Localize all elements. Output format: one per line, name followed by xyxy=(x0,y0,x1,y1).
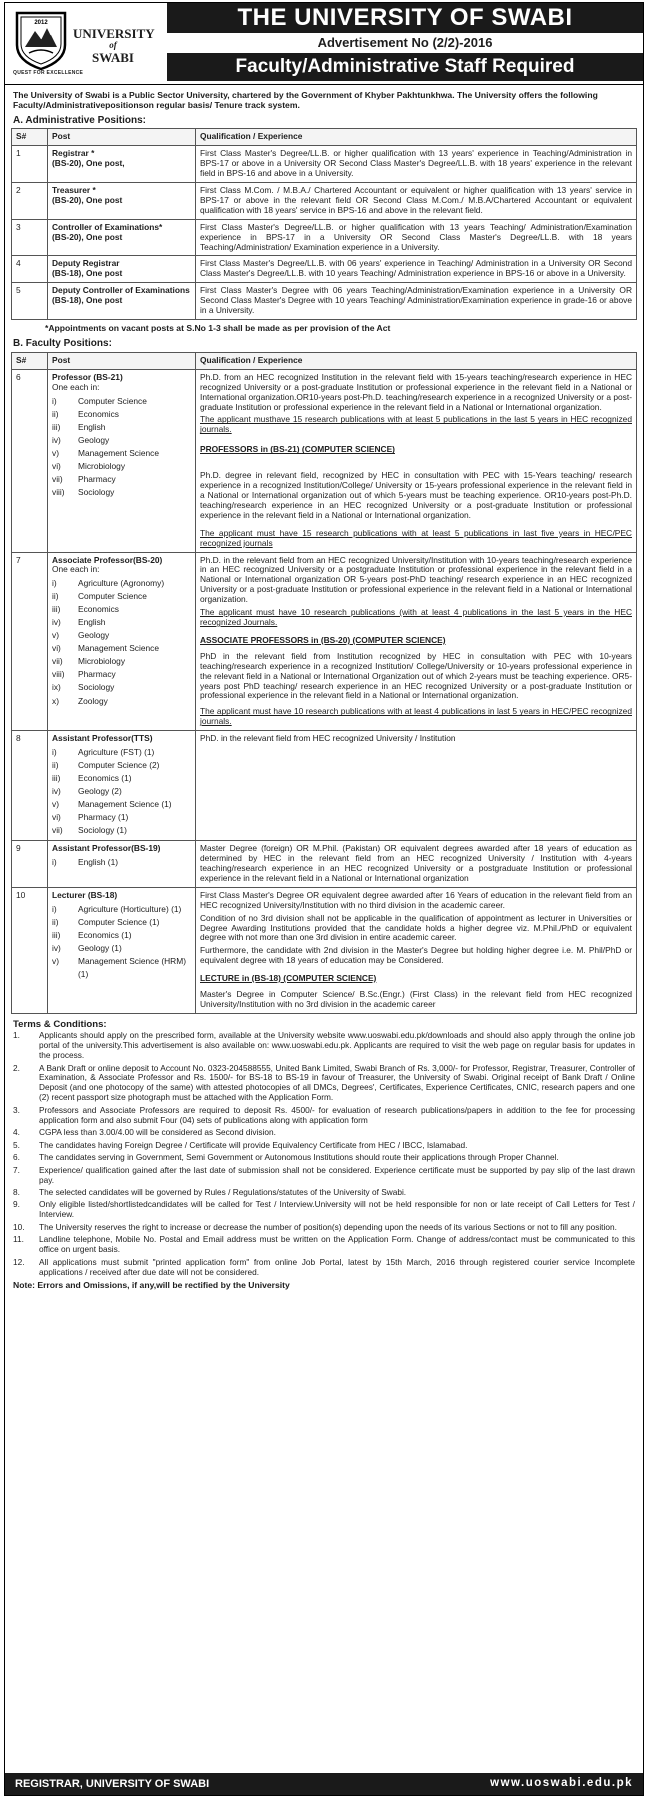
faculty-positions-table xyxy=(11,352,637,1014)
post-title: Assistant Professor(TTS) xyxy=(52,733,153,744)
one-each-label: One each in: xyxy=(52,381,100,392)
row-qualification: First Class Master's Degree with 06 years Teaching/Administration/Examination experience in a University OR Second Class Master's Degree with 10 years Teaching/ Administration/Examination experience in grade-16 or above in a University. xyxy=(196,283,637,320)
discipline-item xyxy=(52,616,191,629)
post-title: Assistant Professor(BS-19) xyxy=(52,843,161,854)
footer-registrar: REGISTRAR, UNIVERSITY OF SWABI xyxy=(15,1777,210,1790)
discipline-number: vii) xyxy=(52,825,63,836)
term-text: Landline telephone, Mobile No. Postal and Email address must be written on the Application Form. Change of address/contact must be communicated to this office on urgent basis. xyxy=(39,1234,635,1255)
row-sno: 5 xyxy=(12,283,48,320)
post-title: Registrar * xyxy=(52,148,95,159)
publication-requirement: The applicant must have 10 research publications with at least 4 publications in last 5 years in HEC/PEC recognized journals. xyxy=(200,706,632,727)
term-text: Professors and Associate Professors are required to deposit Rs. 4500/- for evaluation of research publications/papers in addition to the fee for processing application form and also submit Four (04) sets of publications along with application form xyxy=(39,1104,635,1125)
term-number: 8. xyxy=(13,1187,20,1197)
ad-footer xyxy=(5,1773,643,1795)
discipline-name: Geology xyxy=(78,630,110,641)
footer-website-link[interactable]: www.uoswabi.edu.pk xyxy=(490,1777,633,1790)
term-item xyxy=(13,1258,635,1278)
term-item xyxy=(13,1064,635,1104)
term-item xyxy=(13,1200,635,1220)
discipline-name: Agriculture (Horticulture) (1) xyxy=(78,903,182,914)
term-number: 11. xyxy=(13,1234,24,1245)
term-item xyxy=(13,1188,635,1198)
cs-subheading: ASSOCIATE PROFESSORS in (BS-20) (COMPUTER SCIENCE) xyxy=(200,634,446,645)
term-text: Only eligible listed/shortlistedcandidates will be called for Test / Interview.University will not be held responsible for non or late receipt of Call Letters for Test / Interview. xyxy=(39,1199,635,1220)
qualification-text: Ph.D. from an HEC recognized Institution in the relevant field with 15-years teaching/research experience in HEC recognized University or a post-graduate Institution or professional experience in the relevant field in a National or International organization.OR10-years post-Ph.D. teaching/research experience in a recognized University or a post-graduate Institution or professional experience in the relevant field in a National or International organization. xyxy=(200,371,632,412)
term-number: 9. xyxy=(13,1199,20,1210)
row-post xyxy=(48,256,196,283)
row-sno: 9 xyxy=(12,841,48,888)
col-post: Post xyxy=(48,129,196,146)
col-sno: S# xyxy=(12,129,48,146)
discipline-name: Management Science xyxy=(78,447,160,458)
row-sno: 10 xyxy=(12,887,48,1013)
discipline-number: iii) xyxy=(52,421,61,432)
discipline-name: Zoology xyxy=(78,695,108,706)
advertisement-number: Advertisement No (2/2)-2016 xyxy=(317,35,493,50)
row-qualification: PhD. in the relevant field from HEC recognized University / Institution xyxy=(196,731,637,841)
discipline-name: Geology (2) xyxy=(78,786,122,797)
term-text: The University reserves the right to increase or decrease the number of position(s) depending upon the needs of its various Sections or not to fill any position. xyxy=(39,1221,617,1232)
page-subtitle: Faculty/Administrative Staff Required xyxy=(167,53,643,81)
table-header-row xyxy=(12,129,637,146)
intro-paragraph: The University of Swabi is a Public Sector University, chartered by the Government of Khyber Pakhtunkhwa. The University offers the following Faculty/Administrativepositionson regular basis/ Tenure track system. xyxy=(13,90,598,111)
qualification-text: First Class Master's Degree OR equivalent degree awarded after 16 Years of education in the relevant field from an HEC recognized University/Institution with no third division in the academic career. xyxy=(200,889,632,910)
row-post xyxy=(48,841,196,888)
row-sno: 2 xyxy=(12,183,48,220)
discipline-item xyxy=(52,447,191,460)
post-title: Deputy Registrar xyxy=(52,258,120,269)
term-item xyxy=(13,1223,635,1233)
discipline-item xyxy=(52,577,191,590)
discipline-number: ii) xyxy=(52,408,59,419)
post-title: Professor (BS-21) xyxy=(52,371,123,382)
title-block xyxy=(167,3,643,85)
page-title: THE UNIVERSITY OF SWABI xyxy=(167,3,643,33)
post-title: Associate Professor(BS-20) xyxy=(52,554,163,565)
advertisement xyxy=(4,2,644,1796)
discipline-name: Geology (1) xyxy=(78,942,122,953)
discipline-number: iv) xyxy=(52,786,61,797)
discipline-name: Sociology (1) xyxy=(78,825,127,836)
term-text: The candidates serving in Government, Semi Government or Autonomous Institutions should route their applications through Proper Channel. xyxy=(39,1152,559,1163)
row-qualification xyxy=(196,369,637,552)
terms-heading: Terms & Conditions: xyxy=(13,1018,107,1030)
term-item xyxy=(13,1235,635,1255)
discipline-number: v) xyxy=(52,447,59,458)
discipline-name: English xyxy=(78,421,106,432)
discipline-item xyxy=(52,824,191,837)
discipline-name: English xyxy=(78,617,106,628)
discipline-name: Agriculture (Agronomy) xyxy=(78,578,165,589)
discipline-number: i) xyxy=(52,578,57,589)
qualification-text: Condition of no 3rd division shall not be applicable in the qualification of appointment as lecturer in Universities or Degree Awarding Institutions provided that the candidate holds a higher degree viz. M.Phil./PhD or equivalent degree with not more than one 3rd division in entire academic career. xyxy=(200,912,632,943)
discipline-number: vi) xyxy=(52,643,61,654)
publication-requirement: The applicant musthave 15 research publications with at least 5 publications in the last 5 years in HEC recognized journals. xyxy=(200,414,632,435)
discipline-number: x) xyxy=(52,695,59,706)
discipline-number: ii) xyxy=(52,916,59,927)
discipline-list xyxy=(52,577,191,707)
row-qualification: First Class Master's Degree/LL.B. or higher qualification with 13 years' experience in Teaching/Administration in BPS-17 or above in a University OR Second Class Master's Degree/LL.B. with 18 years' experience in the relevant field in BPS-16 and above in a University. xyxy=(196,146,637,183)
term-text: The selected candidates will be governed by Rules / Regulations/statutes of the University of Swabi. xyxy=(39,1187,407,1197)
col-qualification: Qualification / Experience xyxy=(196,129,637,146)
discipline-name: Computer Science xyxy=(78,591,147,602)
term-number: 7. xyxy=(13,1164,20,1175)
term-item xyxy=(13,1141,635,1151)
row-post xyxy=(48,219,196,256)
discipline-name: Pharmacy xyxy=(78,669,116,680)
term-number: 1. xyxy=(13,1030,20,1041)
term-number: 2. xyxy=(13,1062,20,1073)
discipline-name: Microbiology xyxy=(78,460,126,471)
table-row xyxy=(12,283,637,320)
discipline-list xyxy=(52,395,191,499)
discipline-item xyxy=(52,856,191,869)
discipline-number: v) xyxy=(52,799,59,810)
section-a-heading: A. Administrative Positions: xyxy=(13,114,146,126)
term-item xyxy=(13,1031,635,1061)
post-title: Controller of Examinations* xyxy=(52,221,163,232)
section-b-heading: B. Faculty Positions: xyxy=(13,338,112,350)
discipline-item xyxy=(52,395,191,408)
discipline-number: ii) xyxy=(52,591,59,602)
discipline-name: Sociology xyxy=(78,682,115,693)
discipline-list xyxy=(52,856,191,869)
post-title: Lecturer (BS-18) xyxy=(52,889,118,900)
discipline-number: v) xyxy=(52,630,59,641)
discipline-number: viii) xyxy=(52,486,65,497)
discipline-name: Management Science xyxy=(78,643,160,654)
term-item xyxy=(13,1166,635,1186)
discipline-name: Management Science (HRM) (1) xyxy=(78,955,186,979)
discipline-item xyxy=(52,955,191,981)
discipline-number: iv) xyxy=(52,942,61,953)
table-row xyxy=(12,146,637,183)
row-qualification: First Class M.Com. / M.B.A./ Chartered Accountant or equivalent or higher qualification with 13 years' service in BPS-17 or above in the relevant field OR Second Class M.Com./ M.B.A/Chartered Accountant or equivalent qualification with 18 years' service in BPS-16 and above in the relevant field. xyxy=(196,183,637,220)
table-row xyxy=(12,552,637,731)
post-title: Deputy Controller of Examinations xyxy=(52,285,190,296)
row-post xyxy=(48,552,196,731)
post-grade: (BS-20), One post xyxy=(52,194,123,205)
discipline-name: Pharmacy xyxy=(78,473,116,484)
post-title: Treasurer * xyxy=(52,185,96,196)
discipline-number: i) xyxy=(52,747,57,758)
row-post xyxy=(48,731,196,841)
row-sno: 3 xyxy=(12,219,48,256)
table-row xyxy=(12,731,637,841)
term-number: 10. xyxy=(13,1221,25,1232)
discipline-item xyxy=(52,473,191,486)
discipline-number: i) xyxy=(52,903,57,914)
row-qualification: First Class Master's Degree/LL.B. with 06 years' experience in Teaching/ Administration in a University OR Second Class Master's Degree/LL.B. with 10 years Teaching/ Administration experience in BPS-16 or above in a University. xyxy=(196,256,637,283)
term-text: All applications must submit "printed application form" from online Job Portal, latest by 15th March, 2016 through registered courier service Incomplete applications / received after due date will not be considered. xyxy=(39,1256,635,1277)
discipline-item xyxy=(52,434,191,447)
discipline-number: ix) xyxy=(52,682,61,693)
logo-motto: QUEST FOR EXCELLENCE xyxy=(13,70,84,76)
discipline-item xyxy=(52,929,191,942)
ad-header xyxy=(5,3,643,85)
table-row xyxy=(12,183,637,220)
row-sno: 1 xyxy=(12,146,48,183)
discipline-item xyxy=(52,590,191,603)
discipline-item xyxy=(52,811,191,824)
term-item xyxy=(13,1106,635,1126)
discipline-name: Sociology xyxy=(78,486,115,497)
term-item xyxy=(13,1153,635,1163)
discipline-item xyxy=(52,746,191,759)
qualification-text: Ph.D. degree in relevant field, recognized by HEC in consultation with PEC with 15-Years teaching/ research experience in a recognized Institution/College/ University or 15-years professional experience in the relevant field in a National or International organization out of which 5-years must be teaching experience. OR10-years post-Ph.D. teaching/research experience in an HEC recognized University or a post-graduate Institution or professional experience in the relevant field in a National or International organization. xyxy=(200,470,632,520)
discipline-name: Computer Science (1) xyxy=(78,916,160,927)
table-row xyxy=(12,841,637,888)
discipline-name: Economics (1) xyxy=(78,773,132,784)
row-post xyxy=(48,887,196,1013)
term-text: The candidates having Foreign Degree / Certificate will provide Equivalency Certificate from HEC / IBCC, Islamabad. xyxy=(39,1139,468,1150)
cs-subheading: PROFESSORS in (BS-21) (COMPUTER SCIENCE) xyxy=(200,444,395,455)
discipline-name: Economics xyxy=(78,408,119,419)
discipline-item xyxy=(52,629,191,642)
svg-text:2012: 2012 xyxy=(34,20,48,26)
table-header-row xyxy=(12,352,637,369)
table-row xyxy=(12,369,637,552)
logo-name-line2: of xyxy=(109,40,117,51)
discipline-item xyxy=(52,916,191,929)
term-text: A Bank Draft or online deposit to Account No. 0323-204588555, United Bank Limited, Swabi Branch of Rs. 3,000/- for Professor, Registrar, Treasurer, Controller of Examination, & Associate Professor and Rs. 1500/- for BS-18 to BS-19 in favour of Treasurer, the University of Swabi. Original receipt of Bank Draft / Online Deposit (and one photocopy of the same) with attested photocopies of all DMCs, Degrees', Certificates, Experience Certificates, CNIC, research papers and one (2) recent passport size photograph must be attached with the Application Form. xyxy=(39,1062,635,1103)
qualification-text: Furthermore, the candidate with 2nd division in the Master's Degree but holding higher degree i.e. M. Phil/PhD or equivalent degree with 18 years of education may be Considered. xyxy=(200,945,632,966)
row-sno: 6 xyxy=(12,369,48,552)
administrative-positions-table xyxy=(11,128,637,320)
discipline-name: Microbiology xyxy=(78,656,126,667)
table-row xyxy=(12,219,637,256)
errors-note: Note: Errors and Omissions, if any,will be rectified by the University xyxy=(13,1280,290,1291)
row-qualification: Master Degree (foreign) OR M.Phil. (Pakistan) OR equivalent degrees awarded after 18 years of education as determined by HEC in the relevant field from an HEC recognized University / Institution with 4-years teaching/research experience in an HEC recognized University or a postgraduate Institution or professional experience in the relevant field in a National or International organization xyxy=(196,841,637,888)
discipline-number: ii) xyxy=(52,760,59,771)
discipline-name: Computer Science xyxy=(78,395,147,406)
logo-wordmark xyxy=(73,27,153,65)
discipline-number: viii) xyxy=(52,669,65,680)
term-number: 5. xyxy=(13,1139,20,1150)
discipline-name: Economics xyxy=(78,604,119,615)
publication-requirement: The applicant must have 10 research publications (with at least 4 publications in the last 5 years in the HEC recognized Journals. xyxy=(200,607,632,627)
row-sno: 8 xyxy=(12,731,48,841)
row-post xyxy=(48,369,196,552)
discipline-item xyxy=(52,785,191,798)
discipline-number: iii) xyxy=(52,604,61,615)
cs-subheading: LECTURE in (BS-18) (COMPUTER SCIENCE) xyxy=(200,973,377,984)
post-grade: (BS-20), One post xyxy=(52,231,123,242)
row-qualification xyxy=(196,887,637,1013)
row-qualification xyxy=(196,552,637,731)
discipline-number: iii) xyxy=(52,929,61,940)
discipline-name: Computer Science (2) xyxy=(78,760,160,771)
post-grade: (BS-20), One post, xyxy=(52,158,125,169)
appointment-note: *Appointments on vacant posts at S.No 1-3 shall be made as per provision of the Act xyxy=(45,323,391,334)
term-number: 4. xyxy=(13,1127,20,1138)
university-logo-icon xyxy=(11,9,71,71)
logo-name-line3: SWABI xyxy=(92,50,134,66)
discipline-item xyxy=(52,603,191,616)
discipline-item xyxy=(52,759,191,772)
discipline-item xyxy=(52,772,191,785)
discipline-item xyxy=(52,655,191,668)
discipline-name: Pharmacy (1) xyxy=(78,812,129,823)
discipline-number: iii) xyxy=(52,773,61,784)
discipline-list xyxy=(52,903,191,981)
discipline-item xyxy=(52,942,191,955)
discipline-item xyxy=(52,408,191,421)
discipline-number: i) xyxy=(52,857,57,868)
term-text: Experience/ qualification gained after the last date of submission shall not be considered. Experience certificate must be supported by pay slip of the last drawn pay. xyxy=(39,1164,635,1185)
discipline-number: vii) xyxy=(52,473,63,484)
publication-requirement: The applicant must have 15 research publications with at least 5 publications in last five years in HEC/PEC recognized journals xyxy=(200,527,632,548)
table-row xyxy=(12,887,637,1013)
discipline-number: iv) xyxy=(52,617,61,628)
row-post xyxy=(48,146,196,183)
post-grade: (BS-18), One post xyxy=(52,295,123,306)
discipline-number: i) xyxy=(52,395,57,406)
term-text: CGPA less than 3.00/4.00 will be considered as Second division. xyxy=(39,1127,276,1138)
discipline-number: iv) xyxy=(52,434,61,445)
discipline-name: Economics (1) xyxy=(78,929,132,940)
discipline-item xyxy=(52,421,191,434)
row-post xyxy=(48,183,196,220)
discipline-name: Agriculture (FST) (1) xyxy=(78,747,155,758)
discipline-name: Management Science (1) xyxy=(78,799,172,810)
discipline-item xyxy=(52,681,191,694)
discipline-number: vii) xyxy=(52,656,63,667)
row-sno: 4 xyxy=(12,256,48,283)
term-text: Applicants should apply on the prescribed form, available at the University website www.uoswabi.edu.pk/downloads and should also apply through the online job portal of the university.This advertisement is also available on: www.uoswabi.edu.pk. Applicants are required to visit the web page on regular basis for updates in the process. xyxy=(39,1030,635,1061)
discipline-number: vi) xyxy=(52,812,61,823)
col-sno: S# xyxy=(12,352,48,369)
terms-list xyxy=(5,1031,643,1277)
term-number: 12. xyxy=(13,1256,25,1267)
discipline-list xyxy=(52,746,191,837)
post-grade: (BS-18), One post xyxy=(52,268,123,279)
qualification-text: Ph.D. in the relevant field from an HEC recognized University/Institution with 10-years teaching/research experience in an HEC recognized University or a postgraduate Institution or professional experience in the relevant field in a National or International organization OR 5-years post-PhD teaching/ research experience in an HEC recognized University or a post-graduate Institution or professional experience in the relevant field in a National or International organization. xyxy=(200,554,632,605)
term-number: 6. xyxy=(13,1152,20,1163)
qualification-text: Master's Degree in Computer Science/ B.Sc.(Engr.) (First Class) in the relevant field from HEC recognized University/Institution with no 3rd division in the academic career xyxy=(200,989,632,1009)
logo-name-line1: UNIVERSITY xyxy=(73,26,155,41)
row-post xyxy=(48,283,196,320)
col-post: Post xyxy=(48,352,196,369)
discipline-item xyxy=(52,642,191,655)
term-number: 3. xyxy=(13,1104,20,1115)
row-sno: 7 xyxy=(12,552,48,731)
discipline-item xyxy=(52,695,191,708)
discipline-item xyxy=(52,486,191,499)
discipline-item xyxy=(52,798,191,811)
discipline-name: English (1) xyxy=(78,857,119,868)
qualification-text: PhD in the relevant field from Institution recognized by HEC in consultation with PEC with 10-years teaching/research experience in a recognized Institution/ College/University or 10-years professional experience in the relevant field in a National or International Organization out of which 2-years must be teaching experience. OR5-years post PhD teaching/ research experience in an HEC recognized University or a post-graduate Institution or professional experience in the relevant field in a National or International organization. xyxy=(200,650,632,701)
row-qualification: First Class Master's Degree/LL.B. or higher qualification with 13 years Teaching/ Administration/Examination experience in BPS-17 in a University OR Second Class Master's Degree/LL.B. with 18 years Teaching/Administration/ Examination experience in a University. xyxy=(196,219,637,256)
discipline-number: vi) xyxy=(52,460,61,471)
one-each-label: One each in: xyxy=(52,564,100,575)
discipline-item xyxy=(52,903,191,916)
discipline-number: v) xyxy=(52,955,59,966)
table-row xyxy=(12,256,637,283)
discipline-item xyxy=(52,460,191,473)
discipline-item xyxy=(52,668,191,681)
term-item xyxy=(13,1128,635,1138)
col-qualification: Qualification / Experience xyxy=(196,352,637,369)
discipline-name: Geology xyxy=(78,434,110,445)
